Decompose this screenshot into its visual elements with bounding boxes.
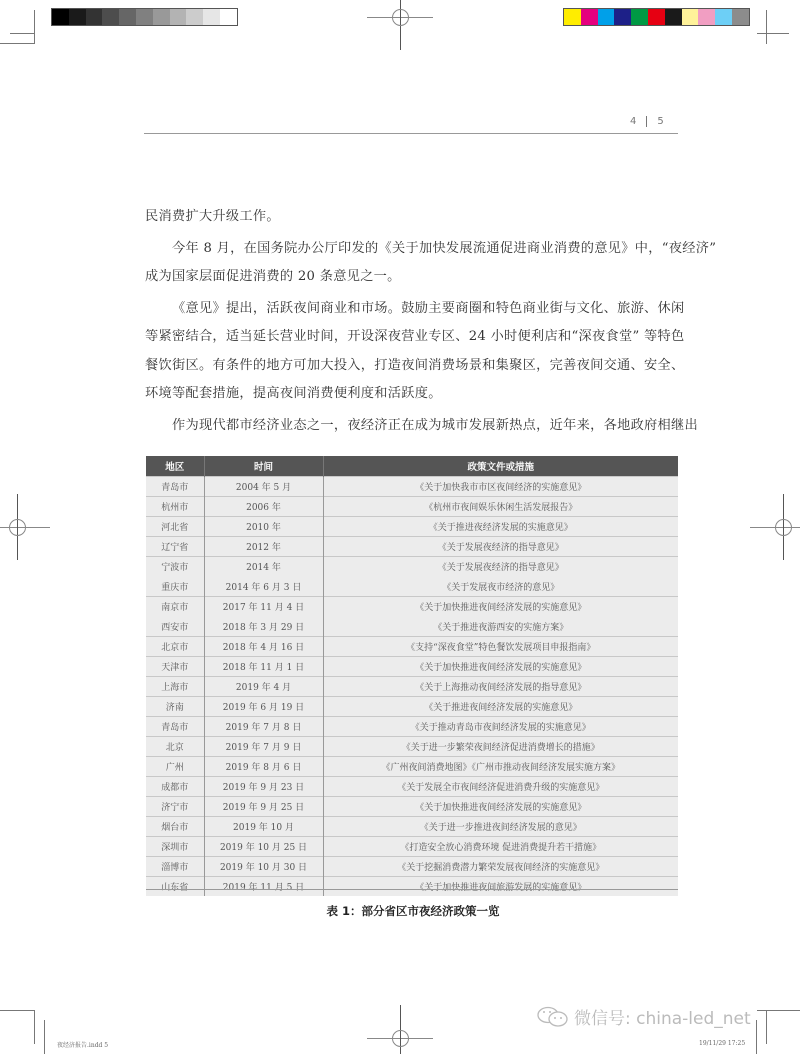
paragraph-line: 环境等配套措施，提高夜间消费便利度和活跃度。 bbox=[145, 386, 442, 401]
crop-mark-tl-v bbox=[34, 10, 35, 44]
cell-region: 淄博市 bbox=[146, 856, 204, 876]
table-row bbox=[146, 716, 678, 736]
cell-policy: 《广州夜间消费地图》《广州市推动夜间经济发展实施方案》 bbox=[323, 756, 678, 776]
color-swatch bbox=[86, 9, 103, 25]
cell-time: 2019 年 7 月 8 日 bbox=[204, 716, 323, 736]
cell-region: 济南 bbox=[146, 696, 204, 716]
color-swatch bbox=[170, 9, 187, 25]
cell-policy: 《关于加快推进夜间经济发展的实施意见》 bbox=[323, 796, 678, 816]
page-number-right: 5 bbox=[657, 116, 664, 127]
cell-time: 2019 年 10 月 25 日 bbox=[204, 836, 323, 856]
color-swatch bbox=[220, 9, 237, 25]
color-swatch bbox=[715, 9, 732, 25]
cell-region: 西安市 bbox=[146, 616, 204, 636]
page-numbers bbox=[630, 116, 690, 127]
cell-time: 2018 年 4 月 16 日 bbox=[204, 636, 323, 656]
cell-region: 深圳市 bbox=[146, 836, 204, 856]
cell-time: 2019 年 10 月 bbox=[204, 816, 323, 836]
paragraph-line: 《意见》提出，活跃夜间商业和市场。鼓励主要商圈和特色商业街与文化、旅游、休闲 bbox=[172, 300, 685, 316]
cell-policy: 《支持“深夜食堂”特色餐饮发展项目申报指南》 bbox=[323, 636, 678, 656]
wechat-watermark bbox=[536, 1004, 751, 1029]
crop-mark-bl-v bbox=[34, 1010, 35, 1044]
cell-policy: 《杭州市夜间娱乐休闲生活发展报告》 bbox=[323, 496, 678, 516]
cell-policy: 《关于发展夜经济的指导意见》 bbox=[323, 556, 678, 576]
cell-time: 2010 年 bbox=[204, 516, 323, 536]
crop-mark-bl-v2 bbox=[44, 1020, 45, 1054]
color-swatch bbox=[682, 9, 699, 25]
table-row bbox=[146, 496, 678, 516]
color-swatch bbox=[614, 9, 631, 25]
cell-region: 辽宁省 bbox=[146, 536, 204, 556]
crop-mark-tr-h bbox=[757, 33, 789, 34]
color-swatch bbox=[665, 9, 682, 25]
cell-time: 2019 年 11 月 5 日 bbox=[204, 876, 323, 896]
cell-region: 南京市 bbox=[146, 596, 204, 616]
paragraph-line: 民消费扩大升级工作。 bbox=[145, 209, 280, 224]
cell-policy: 《关于加快推进夜间经济发展的实施意见》 bbox=[323, 656, 678, 676]
color-swatch bbox=[698, 9, 715, 25]
paragraph-line: 等紧密结合，适当延长营业时间，开设深夜营业专区、24 小时便利店和“深夜食堂” 等特色 bbox=[145, 329, 685, 344]
table-row bbox=[146, 596, 678, 616]
cell-time: 2004 年 5 月 bbox=[204, 476, 323, 496]
cell-time: 2019 年 10 月 30 日 bbox=[204, 856, 323, 876]
table-caption: 表 1：部分省区市夜经济政策一览 bbox=[326, 904, 500, 918]
cell-region: 山东省 bbox=[146, 876, 204, 896]
cell-policy: 《关于发展夜市经济的意见》 bbox=[323, 576, 678, 596]
cell-policy: 《关于挖掘消费潜力繁荣发展夜间经济的实施意见》 bbox=[323, 856, 678, 876]
table-row bbox=[146, 616, 678, 636]
color-swatch bbox=[136, 9, 153, 25]
header-rule bbox=[144, 133, 678, 134]
cell-time: 2018 年 11 月 1 日 bbox=[204, 656, 323, 676]
table-row bbox=[146, 816, 678, 836]
cell-policy: 《关于加快我市市区夜间经济的实施意见》 bbox=[323, 476, 678, 496]
color-swatch bbox=[631, 9, 648, 25]
cell-policy: 《关于加快推进夜间经济发展的实施意见》 bbox=[323, 596, 678, 616]
color-swatch bbox=[119, 9, 136, 25]
cell-time: 2019 年 6 月 19 日 bbox=[204, 696, 323, 716]
table-row bbox=[146, 476, 678, 496]
cell-time: 2017 年 11 月 4 日 bbox=[204, 596, 323, 616]
cell-region: 济宁市 bbox=[146, 796, 204, 816]
table-row bbox=[146, 696, 678, 716]
cell-region: 北京 bbox=[146, 736, 204, 756]
color-swatch bbox=[102, 9, 119, 25]
color-swatch bbox=[581, 9, 598, 25]
cell-region: 成都市 bbox=[146, 776, 204, 796]
color-swatch bbox=[153, 9, 170, 25]
crop-mark-tl-h2 bbox=[0, 43, 34, 44]
footer-file-label: 夜经济报告.indd 5 bbox=[57, 1042, 109, 1049]
table-row bbox=[146, 776, 678, 796]
cell-region: 杭州市 bbox=[146, 496, 204, 516]
cell-region: 广州 bbox=[146, 756, 204, 776]
color-swatch-bar bbox=[563, 8, 750, 26]
paragraph-line: 作为现代都市经济业态之一，夜经济正在成为城市发展新热点，近年来，各地政府相继出 bbox=[172, 417, 699, 433]
policy-table bbox=[146, 456, 678, 896]
cell-time: 2006 年 bbox=[204, 496, 323, 516]
body-text bbox=[145, 203, 717, 440]
cell-policy: 《关于推进夜间经济发展的实施意见》 bbox=[323, 696, 678, 716]
paragraph-line: 成为国家层面促进消费的 20 条意见之一。 bbox=[145, 269, 401, 284]
color-swatch bbox=[648, 9, 665, 25]
table-header-row bbox=[146, 456, 678, 476]
table-row bbox=[146, 796, 678, 816]
registration-mark-right bbox=[768, 512, 798, 542]
cell-policy: 《关于推进夜经济发展的实施意见》 bbox=[323, 516, 678, 536]
color-swatch bbox=[186, 9, 203, 25]
crop-mark-tl-h bbox=[10, 33, 34, 34]
footer-timestamp: 19/11/29 17:25 bbox=[699, 1040, 746, 1047]
color-swatch bbox=[52, 9, 69, 25]
cell-time: 2019 年 4 月 bbox=[204, 676, 323, 696]
table-row bbox=[146, 856, 678, 876]
header-policy: 政策文件或措施 bbox=[323, 456, 678, 476]
table-row bbox=[146, 876, 678, 896]
cell-policy: 《关于进一步推进夜间经济发展的意见》 bbox=[323, 816, 678, 836]
paragraph-line: 今年 8 月，在国务院办公厅印发的《关于加快发展流通促进商业消费的意见》中，“夜经济” bbox=[172, 240, 717, 256]
cell-time: 2012 年 bbox=[204, 536, 323, 556]
cell-policy: 《关于上海推动夜间经济发展的指导意见》 bbox=[323, 676, 678, 696]
table-row bbox=[146, 516, 678, 536]
cell-region: 青岛市 bbox=[146, 716, 204, 736]
cell-time: 2018 年 3 月 29 日 bbox=[204, 616, 323, 636]
color-swatch bbox=[203, 9, 220, 25]
table-row bbox=[146, 736, 678, 756]
table-row bbox=[146, 536, 678, 556]
table-row bbox=[146, 576, 678, 596]
cell-region: 天津市 bbox=[146, 656, 204, 676]
cell-policy: 《关于发展全市夜间经济促进消费升级的实施意见》 bbox=[323, 776, 678, 796]
cell-policy: 《关于进一步繁荣夜间经济促进消费增长的措施》 bbox=[323, 736, 678, 756]
cell-region: 上海市 bbox=[146, 676, 204, 696]
color-swatch bbox=[69, 9, 86, 25]
page-number-left: 4 bbox=[630, 116, 637, 127]
table-row bbox=[146, 556, 678, 576]
table-row bbox=[146, 676, 678, 696]
cell-time: 2019 年 9 月 23 日 bbox=[204, 776, 323, 796]
registration-mark-bottom bbox=[385, 1023, 415, 1053]
cell-policy: 《关于发展夜经济的指导意见》 bbox=[323, 536, 678, 556]
color-swatch bbox=[598, 9, 615, 25]
crop-mark-br-v2 bbox=[756, 1020, 757, 1054]
cell-time: 2019 年 7 月 9 日 bbox=[204, 736, 323, 756]
registration-mark-top bbox=[385, 2, 415, 32]
header-region: 地区 bbox=[146, 456, 204, 476]
cell-region: 烟台市 bbox=[146, 816, 204, 836]
cell-region: 河北省 bbox=[146, 516, 204, 536]
cell-time: 2014 年 6 月 3 日 bbox=[204, 576, 323, 596]
crop-mark-tr-v bbox=[766, 10, 767, 44]
registration-mark-left bbox=[2, 512, 32, 542]
color-swatch bbox=[732, 9, 749, 25]
page-number-separator bbox=[646, 116, 647, 127]
table-row bbox=[146, 756, 678, 776]
cell-policy: 《关于加快推进夜间旅游发展的实施意见》 bbox=[323, 876, 678, 896]
cell-region: 青岛市 bbox=[146, 476, 204, 496]
cell-time: 2014 年 bbox=[204, 556, 323, 576]
crop-mark-br-v bbox=[766, 1010, 767, 1044]
crop-mark-bl-h bbox=[0, 1010, 34, 1011]
paragraph-line: 餐饮街区。有条件的地方可加大投入，打造夜间消费场景和集聚区，完善夜间交通、安全、 bbox=[145, 357, 685, 373]
header-time: 时间 bbox=[204, 456, 323, 476]
table-row bbox=[146, 636, 678, 656]
cell-region: 北京市 bbox=[146, 636, 204, 656]
cell-policy: 《关于推进夜游西安的实施方案》 bbox=[323, 616, 678, 636]
cell-region: 宁波市 bbox=[146, 556, 204, 576]
wechat-icon bbox=[536, 1006, 570, 1028]
table-row bbox=[146, 656, 678, 676]
cell-policy: 《打造安全放心消费环境 促进消费提升若干措施》 bbox=[323, 836, 678, 856]
cell-policy: 《关于推动青岛市夜间经济发展的实施意见》 bbox=[323, 716, 678, 736]
cell-region: 重庆市 bbox=[146, 576, 204, 596]
crop-mark-br-h bbox=[757, 1010, 800, 1011]
watermark-text: 微信号: china-led_net bbox=[574, 1009, 751, 1029]
cell-time: 2019 年 8 月 6 日 bbox=[204, 756, 323, 776]
color-swatch bbox=[564, 9, 581, 25]
grayscale-swatch-bar bbox=[51, 8, 238, 26]
table-row bbox=[146, 836, 678, 856]
cell-time: 2019 年 9 月 25 日 bbox=[204, 796, 323, 816]
